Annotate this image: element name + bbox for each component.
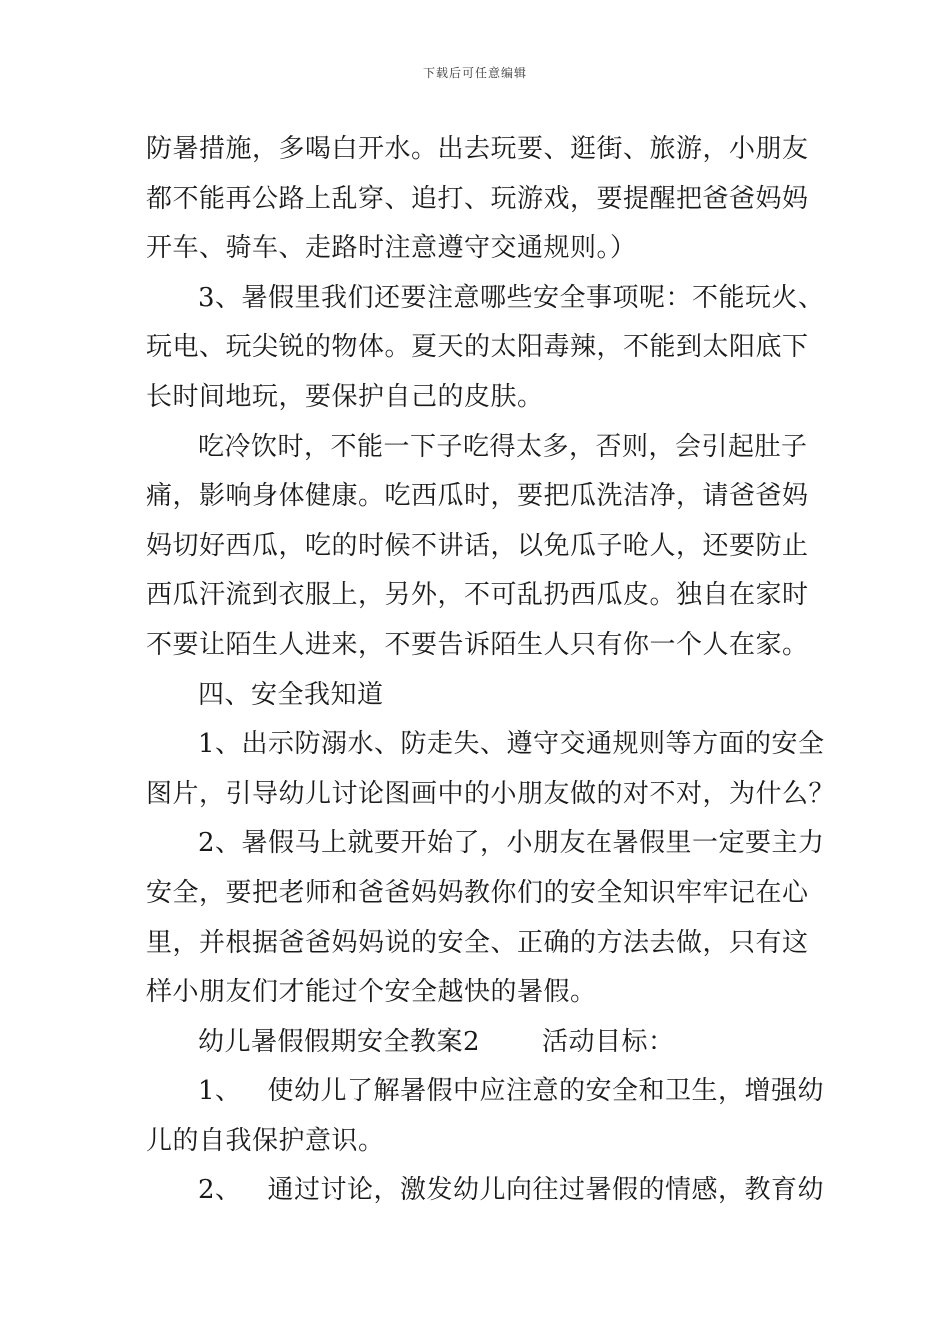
document-body [146,125,836,1216]
goal-text: 通过讨论，激发幼儿向往过暑假的情感，教育幼 [267,1175,825,1206]
text-line: 3、暑假里我们还要注意哪些安全事项呢：不能玩火、 [198,282,825,313]
goal-text: 使幼儿了解暑假中应注意的安全和卫生，增强幼 [267,1076,825,1107]
text-line: 开车、骑车、走路时注意遵守交通规则。） [146,233,637,264]
text-line: 里，并根据爸爸妈妈说的安全、正确的方法去做，只有这 [146,927,809,958]
text-line: 2、暑假马上就要开始了，小朋友在暑假里一定要主力 [198,828,825,859]
text-line: 图片，引导幼儿讨论图画中的小朋友做的对不对，为什么？ [146,778,836,809]
goal-number: 2、 [198,1175,242,1206]
text-line: 防暑措施，多喝白开水。出去玩要、逛街、旅游，小朋友 [146,134,809,164]
text-line: 长时间地玩，要保护自己的皮肤。 [146,381,544,412]
text-line: 1、出示防溺水、防走失、遵守交通规则等方面的安全 [198,729,825,760]
section-heading: 四、安全我知道 [198,679,384,710]
text-line: 妈切好西瓜，吃的时候不讲话，以免瓜子呛人，还要防止 [146,530,809,561]
text-line: 儿的自我保护意识。 [146,1125,385,1156]
text-line: 玩电、玩尖锐的物体。夏天的太阳毒辣，不能到太阳底下 [146,332,809,363]
goal-number: 1、 [198,1076,242,1107]
text-line: 都不能再公路上乱穿、追打、玩游戏，要提醒把爸爸妈妈 [146,183,809,214]
text-line: 安全，要把老师和爸爸妈妈教你们的安全知识牢牢记在心 [146,877,809,908]
lesson-title-line [146,1018,811,1068]
text-line: 吃冷饮时，不能一下子吃得太多，否则，会引起肚子 [198,431,808,462]
page-header: 下载后可任意编辑 [422,66,527,80]
text-line: 样小朋友们才能过个安全越快的暑假。 [146,977,597,1008]
text-line: 痛，影响身体健康。吃西瓜时，要把瓜洗洁净，请爸爸妈 [146,481,809,512]
goal-line [146,1166,825,1216]
lesson-title: 幼儿暑假假期安全教案2 [198,1026,481,1057]
lesson-subtitle: 活动目标： [542,1026,675,1057]
text-line: 西瓜汗流到衣服上，另外，不可乱扔西瓜皮。独自在家时 [146,580,809,611]
text-line: 不要让陌生人进来，不要告诉陌生人只有你一个人在家。 [146,629,809,660]
goal-line [146,1067,825,1117]
